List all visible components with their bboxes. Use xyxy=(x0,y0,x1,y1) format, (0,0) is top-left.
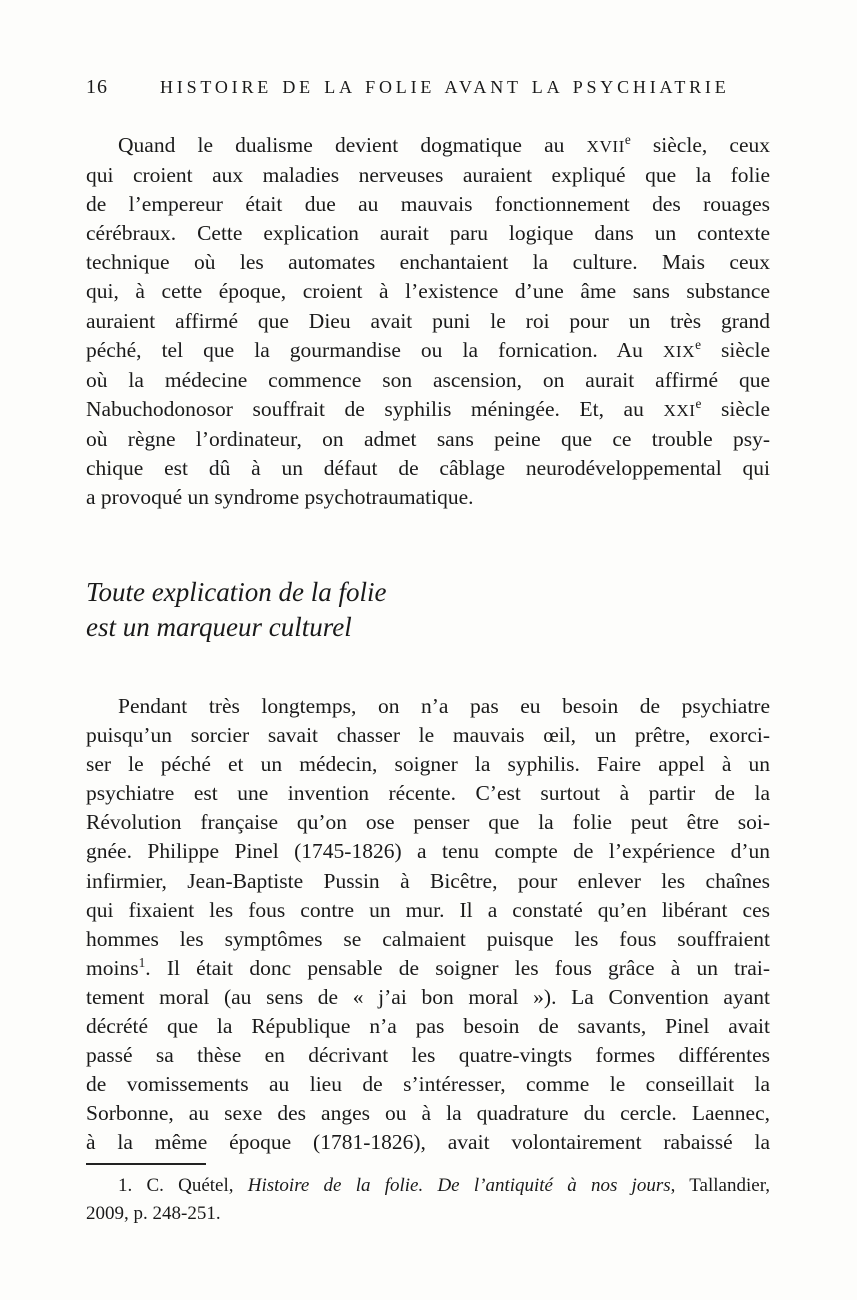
text-line: Toute explication de la folie xyxy=(86,577,387,607)
section-heading xyxy=(86,575,770,645)
text-line: péché, tel que la gourmandise ou la fornication. Au XIXe siècle xyxy=(86,336,770,362)
text-line: où la médecine commence son ascension, on aurait affirmé que xyxy=(86,367,770,392)
footnote-rule xyxy=(86,1163,206,1165)
page-number: 16 xyxy=(86,76,108,98)
text-line: 2009, p. 248-251. xyxy=(86,1203,221,1224)
text-line: moins$^1$. Il était donc pensable de soigner les fous grâce à un trai- xyxy=(86,954,770,980)
text-line: a provoqué un syndrome psychotraumatique. xyxy=(86,485,474,510)
text-line: chique est dû à un défaut de câblage neurodéveloppemental qui xyxy=(86,456,770,481)
text-line: où règne l’ordinateur, on admet sans peine que ce trouble psy- xyxy=(86,426,770,451)
text-line: auraient affirmé que Dieu avait puni le roi pour un très grand xyxy=(86,308,770,333)
text-line: puisqu’un sorcier savait chasser le mauvais œil, un prêtre, exorci- xyxy=(86,723,770,748)
body-paragraph-2 xyxy=(86,692,770,1158)
text-line: à la même époque (1781-1826), avait volontairement rabaissé la xyxy=(86,1130,770,1155)
text-line: de vomissements au lieu de s’intéresser, comme le conseillait la xyxy=(86,1072,770,1097)
text-line: hommes les symptômes se calmaient puisque les fous souffraient xyxy=(86,926,770,951)
text-line: psychiatre est une invention récente. C’est surtout à partir de la xyxy=(86,781,770,806)
text-line: qui, à cette époque, croient à l’existence d’une âme sans substance xyxy=(86,279,770,304)
text-line: passé sa thèse en décrivant les quatre-vingts formes différentes xyxy=(86,1043,770,1068)
text-line: ser le péché et un médecin, soigner la syphilis. Faire appel à un xyxy=(86,752,770,777)
text-line: infirmier, Jean-Baptiste Pussin à Bicêtre, pour enlever les chaînes xyxy=(86,868,770,893)
text-line: qui croient aux maladies nerveuses auraient expliqué que la folie xyxy=(86,163,770,188)
text-line: qui fixaient les fous contre un mur. Il a constaté qu’en libérant ces xyxy=(86,897,770,922)
text-line: cérébraux. Cette explication aurait paru logique dans un contexte xyxy=(86,221,770,246)
text-line: Révolution française qu’on ose penser que la folie peut être soi- xyxy=(86,810,770,835)
text-line: gnée. Philippe Pinel (1745-1826) a tenu compte de l’expérience d’un xyxy=(86,839,770,864)
text-line: Quand le dualisme devient dogmatique au XVIIe siècle, ceux xyxy=(118,131,770,157)
text-line: technique où les automates enchantaient la culture. Mais ceux xyxy=(86,250,770,275)
running-header xyxy=(86,76,770,99)
text-line: Pendant très longtemps, on n’a pas eu besoin de psychiatre xyxy=(118,694,770,718)
text-line: est un marqueur culturel xyxy=(86,612,352,642)
text-line: de l’empereur était due au mauvais fonctionnement des rouages xyxy=(86,192,770,217)
text-line: Nabuchodonosor souffrait de syphilis méningée. Et, au XXIe siècle xyxy=(86,395,770,421)
text-line: décrété que la République n’a pas besoin de savants, Pinel avait xyxy=(86,1014,770,1039)
footnote xyxy=(86,1172,770,1228)
running-title: HISTOIRE DE LA FOLIE AVANT LA PSYCHIATRIE xyxy=(160,77,730,97)
text-line: 1. C. Quétel, Histoire de la folie. De l’antiquité à nos jours, Tallandier, xyxy=(118,1175,771,1196)
body-paragraph-1 xyxy=(86,131,770,512)
text-line: Sorbonne, au sexe des anges ou à la quadrature du cercle. Laennec, xyxy=(86,1101,770,1126)
text-line: tement moral (au sens de « j’ai bon moral »). La Convention ayant xyxy=(86,984,770,1009)
